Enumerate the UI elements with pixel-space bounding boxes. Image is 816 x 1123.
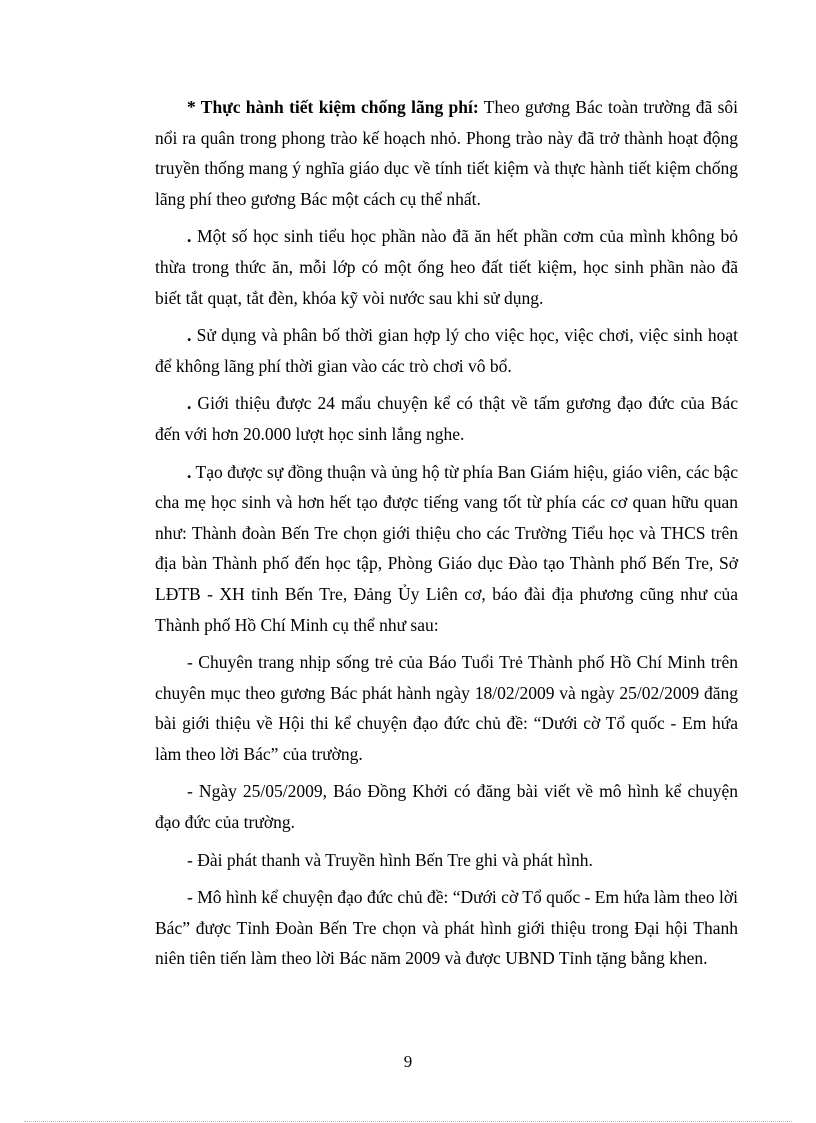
paragraph-text: Theo gương Bác toàn trường đã sôi nổi ra quân trong phong trào kế hoạch nhỏ. Phong trào này đã trở thành hoạt động truyền thống mang ý nghĩa giáo dục về tính tiết kiệm và thực hành tiết kiệm chống lãng phí theo gương Bác một cách cụ thể nhất. (155, 97, 738, 209)
paragraph-lead: * Thực hành tiết kiệm chống lãng phí: (187, 97, 479, 117)
paragraph-text: - Mô hình kể chuyện đạo đức chủ đề: “Dưới cờ Tổ quốc - Em hứa làm theo lời Bác” được Tỉnh Đoàn Bến Tre chọn và phát hình giới thiệu trong Đại hội Thanh niên tiên tiến làm theo lời Bác năm 2009 và được UBND Tỉnh tặng bằng khen. (155, 887, 738, 969)
paragraph-broadcast (155, 845, 738, 876)
paragraph-text: Một số học sinh tiểu học phần nào đã ăn hết phần cơm của mình không bỏ thừa trong thức ăn, mỗi lớp có một ống heo đất tiết kiệm, học sinh phần nào đã biết tắt quạt, tắt đèn, khóa kỹ vòi nước sau khi sử dụng. (155, 226, 738, 308)
paragraph-lead: . (187, 393, 192, 414)
paragraph-text: Tạo được sự đồng thuận và ủng hộ từ phía Ban Giám hiệu, giáo viên, các bậc cha mẹ học sinh và hơn hết tạo được tiếng vang tốt từ phía các cơ quan hữu quan như: Thành đoàn Bến Tre chọn giới thiệu cho các Trường Tiểu học và THCS trên địa bàn Thành phố đến học tập, Phòng Giáo dục Đào tạo Thành phố Bến Tre, Sở LĐTB - XH tỉnh Bến Tre, Đảng Ủy Liên cơ, báo đài địa phương cũng như của Thành phố Hồ Chí Minh cụ thể như sau: (155, 461, 738, 635)
paragraph-students-saving (155, 221, 738, 313)
document-body (155, 92, 738, 981)
paragraph-consensus (155, 457, 738, 641)
paragraph-text: - Chuyên trang nhịp sống trẻ của Báo Tuổi Trẻ Thành phố Hồ Chí Minh trên chuyên mục theo gương Bác phát hành ngày 18/02/2009 và ngày 25/02/2009 đăng bài giới thiệu về Hội thi kể chuyện đạo đức chủ đề: “Dưới cờ Tổ quốc - Em hứa làm theo lời Bác” của trường. (155, 652, 738, 764)
paragraph-dong-khoi-article (155, 776, 738, 837)
paragraph-lead: . (187, 325, 192, 346)
paragraph-tuoi-tre-article (155, 647, 738, 769)
paragraph-text: Sử dụng và phân bố thời gian hợp lý cho việc học, việc chơi, việc sinh hoạt để không lãng phí thời gian vào các trò chơi vô bổ. (155, 325, 738, 376)
footer-divider (24, 1121, 792, 1122)
paragraph-lead: . (187, 461, 192, 482)
paragraph-practice-saving (155, 92, 738, 214)
page-number: 9 (403, 1052, 413, 1071)
paragraph-time-management (155, 320, 738, 381)
paragraph-text: - Ngày 25/05/2009, Báo Đồng Khởi có đăng bài viết về mô hình kể chuyện đạo đức của trường. (155, 781, 738, 833)
paragraph-lead: . (187, 226, 192, 247)
paragraph-text: - Đài phát thanh và Truyền hình Bến Tre ghi và phát hình. (187, 849, 593, 870)
paragraph-stories (155, 388, 738, 449)
paragraph-model-award (155, 882, 738, 974)
paragraph-text: Giới thiệu được 24 mẩu chuyện kể có thật về tấm gương đạo đức của Bác đến với hơn 20.000 lượt học sinh lắng nghe. (155, 393, 738, 444)
